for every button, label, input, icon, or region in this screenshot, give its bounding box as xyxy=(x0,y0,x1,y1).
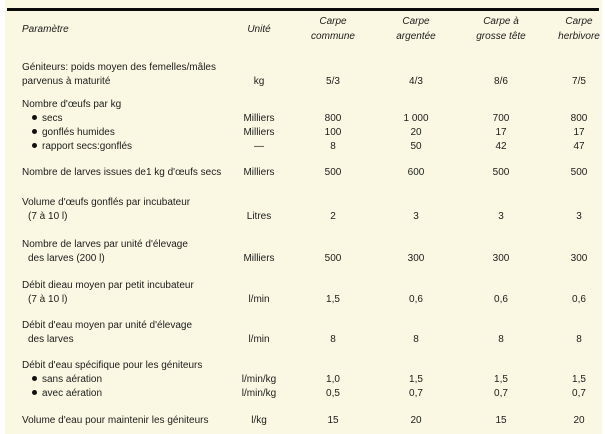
value-cell: 8 xyxy=(498,334,504,345)
value-cell: 0,6 xyxy=(494,294,508,305)
value-cell: 0,7 xyxy=(494,388,508,399)
table-row xyxy=(5,75,602,89)
header-parametre-label: Paramètre xyxy=(22,23,69,35)
bullet-icon xyxy=(32,129,37,134)
header-carpe-argentee xyxy=(370,12,462,46)
row-label: Débit d'eau spécifique pour les géniteurs xyxy=(22,360,203,371)
table-row xyxy=(5,238,602,252)
header-carpe-herbivore-line2: herbivore xyxy=(558,31,600,42)
table-group-volume-oeufs xyxy=(5,196,602,224)
table-row xyxy=(5,414,602,428)
unit-value: Milliers xyxy=(243,113,275,124)
row-label: sans aération xyxy=(5,373,222,387)
unit-value: Milliers xyxy=(243,167,275,178)
value-cell: 20 xyxy=(410,127,422,138)
value-cell: 100 xyxy=(324,127,342,138)
value-cell: 17 xyxy=(573,127,585,138)
value-cell: 3 xyxy=(576,211,582,222)
row-label: (7 à 10 l) xyxy=(28,211,68,222)
table-row xyxy=(5,359,602,373)
value-cell: 0,6 xyxy=(572,294,586,305)
value-cell: 600 xyxy=(407,167,425,178)
value-cell: 47 xyxy=(573,141,585,152)
header-parametre xyxy=(5,12,222,46)
value-cell: 20 xyxy=(410,415,422,426)
row-label: avec aération xyxy=(5,387,222,401)
value-cell: 800 xyxy=(570,113,588,124)
table-row xyxy=(5,166,602,180)
header-carpe-grosse-tete-line2: grosse tête xyxy=(476,31,526,42)
row-label: (7 à 10 l) xyxy=(28,294,68,305)
value-cell: 800 xyxy=(324,113,342,124)
value-cell: 500 xyxy=(324,167,342,178)
value-cell: 0,5 xyxy=(326,388,340,399)
value-cell: 500 xyxy=(492,167,510,178)
value-cell: 15 xyxy=(495,415,507,426)
unit-value: Milliers xyxy=(243,127,275,138)
bullet-icon xyxy=(32,143,37,148)
value-cell: 1,0 xyxy=(326,374,340,385)
value-cell: 8 xyxy=(330,141,336,152)
header-carpe-commune xyxy=(296,12,370,46)
value-cell: 1,5 xyxy=(326,294,340,305)
value-cell: 500 xyxy=(570,167,588,178)
header-carpe-commune-line1: Carpe xyxy=(319,16,347,27)
value-cell: 0,6 xyxy=(409,294,423,305)
table-group-nombre-oeufs xyxy=(5,98,602,154)
table-group-debit-elevage xyxy=(5,319,602,347)
header-unite xyxy=(222,12,296,46)
row-label: Nombre d'œufs par kg xyxy=(22,99,122,110)
table-row xyxy=(5,319,602,333)
header-carpe-argentee-line2: argentée xyxy=(396,31,436,42)
table-row xyxy=(5,210,602,224)
header-carpe-commune-line2: commune xyxy=(311,31,355,42)
header-carpe-grosse-tete-line1: Carpe à xyxy=(483,16,519,27)
table-row xyxy=(5,61,602,75)
row-label: Géniteurs: poids moyen des femelles/mâles xyxy=(22,62,216,73)
row-label: secs xyxy=(5,112,222,126)
document-page xyxy=(5,0,602,434)
header-carpe-argentee-line1: Carpe xyxy=(402,16,430,27)
bullet-icon xyxy=(32,390,37,395)
value-cell: 1,5 xyxy=(572,374,586,385)
unit-value: Milliers xyxy=(243,253,275,264)
value-cell: 3 xyxy=(498,211,504,222)
row-label: rapport secs:gonflés xyxy=(5,140,222,154)
unit-value: l/min/kg xyxy=(241,374,277,385)
header-carpe-herbivore xyxy=(540,12,602,46)
value-cell: 1,5 xyxy=(494,374,508,385)
table-group-larves-oeufs-secs xyxy=(5,166,602,180)
value-cell: 3 xyxy=(413,211,419,222)
table-group-debit-incubateur xyxy=(5,279,602,307)
row-label: Nombre de larves issues de1 kg d'œufs secs xyxy=(22,167,222,178)
table-group-debit-geniteurs xyxy=(5,359,602,401)
value-cell: 500 xyxy=(324,253,342,264)
value-cell: 8/6 xyxy=(494,76,508,87)
table-group-volume-eau xyxy=(5,414,602,428)
bullet-icon xyxy=(32,376,37,381)
value-cell: 17 xyxy=(495,127,507,138)
value-cell: 2 xyxy=(330,211,336,222)
value-cell: 8 xyxy=(330,334,336,345)
table-row xyxy=(5,279,602,293)
table-row xyxy=(5,112,602,126)
row-label: Débit d'eau moyen par unité d'élevage xyxy=(22,320,193,331)
table-group-geniteurs xyxy=(5,61,602,89)
header-carpe-herbivore-line1: Carpe xyxy=(565,16,593,27)
unit-value: — xyxy=(254,141,264,152)
row-label: gonflés humides xyxy=(5,126,222,140)
value-cell: 300 xyxy=(492,253,510,264)
header-unite-label: Unité xyxy=(247,23,271,35)
bullet-icon xyxy=(32,115,37,120)
value-cell: 50 xyxy=(410,141,422,152)
table-row xyxy=(5,252,602,266)
table-group-larves-unite xyxy=(5,238,602,266)
unit-value: l/min xyxy=(248,294,270,305)
table-row xyxy=(5,126,602,140)
unit-value: kg xyxy=(253,76,265,87)
unit-value: l/kg xyxy=(251,415,267,426)
value-cell: 5/3 xyxy=(326,76,340,87)
value-cell: 15 xyxy=(327,415,339,426)
row-label: des larves (200 l) xyxy=(28,253,105,264)
value-cell: 300 xyxy=(407,253,425,264)
value-cell: 8 xyxy=(576,334,582,345)
table-row xyxy=(5,333,602,347)
value-cell: 42 xyxy=(495,141,507,152)
row-label: Volume d'œufs gonflés par incubateur xyxy=(22,197,191,208)
unit-value: l/min xyxy=(248,334,270,345)
unit-value: Litres xyxy=(246,211,272,222)
value-cell: 300 xyxy=(570,253,588,264)
table-row xyxy=(5,293,602,307)
value-cell: 1 000 xyxy=(403,113,429,124)
value-cell: 700 xyxy=(492,113,510,124)
value-cell: 1,5 xyxy=(409,374,423,385)
table-header-row xyxy=(5,12,602,46)
table-top-rule xyxy=(7,8,599,11)
table-row xyxy=(5,98,602,112)
row-label: Débit dieau moyen par petit incubateur xyxy=(22,280,194,291)
value-cell: 0,7 xyxy=(572,388,586,399)
value-cell: 20 xyxy=(573,415,585,426)
row-label: Volume d'eau pour maintenir les géniteurs xyxy=(22,415,209,426)
value-cell: 0,7 xyxy=(409,388,423,399)
row-label: Nombre de larves par unité d'élevage xyxy=(22,239,188,250)
row-label: des larves xyxy=(28,334,74,345)
table-row xyxy=(5,140,602,154)
row-label: parvenus à maturité xyxy=(22,76,111,87)
value-cell: 7/5 xyxy=(572,76,586,87)
table-row xyxy=(5,387,602,401)
value-cell: 8 xyxy=(413,334,419,345)
unit-value: l/min/kg xyxy=(241,388,277,399)
value-cell: 4/3 xyxy=(409,76,423,87)
table-row xyxy=(5,196,602,210)
table-row xyxy=(5,373,602,387)
header-carpe-grosse-tete xyxy=(462,12,540,46)
